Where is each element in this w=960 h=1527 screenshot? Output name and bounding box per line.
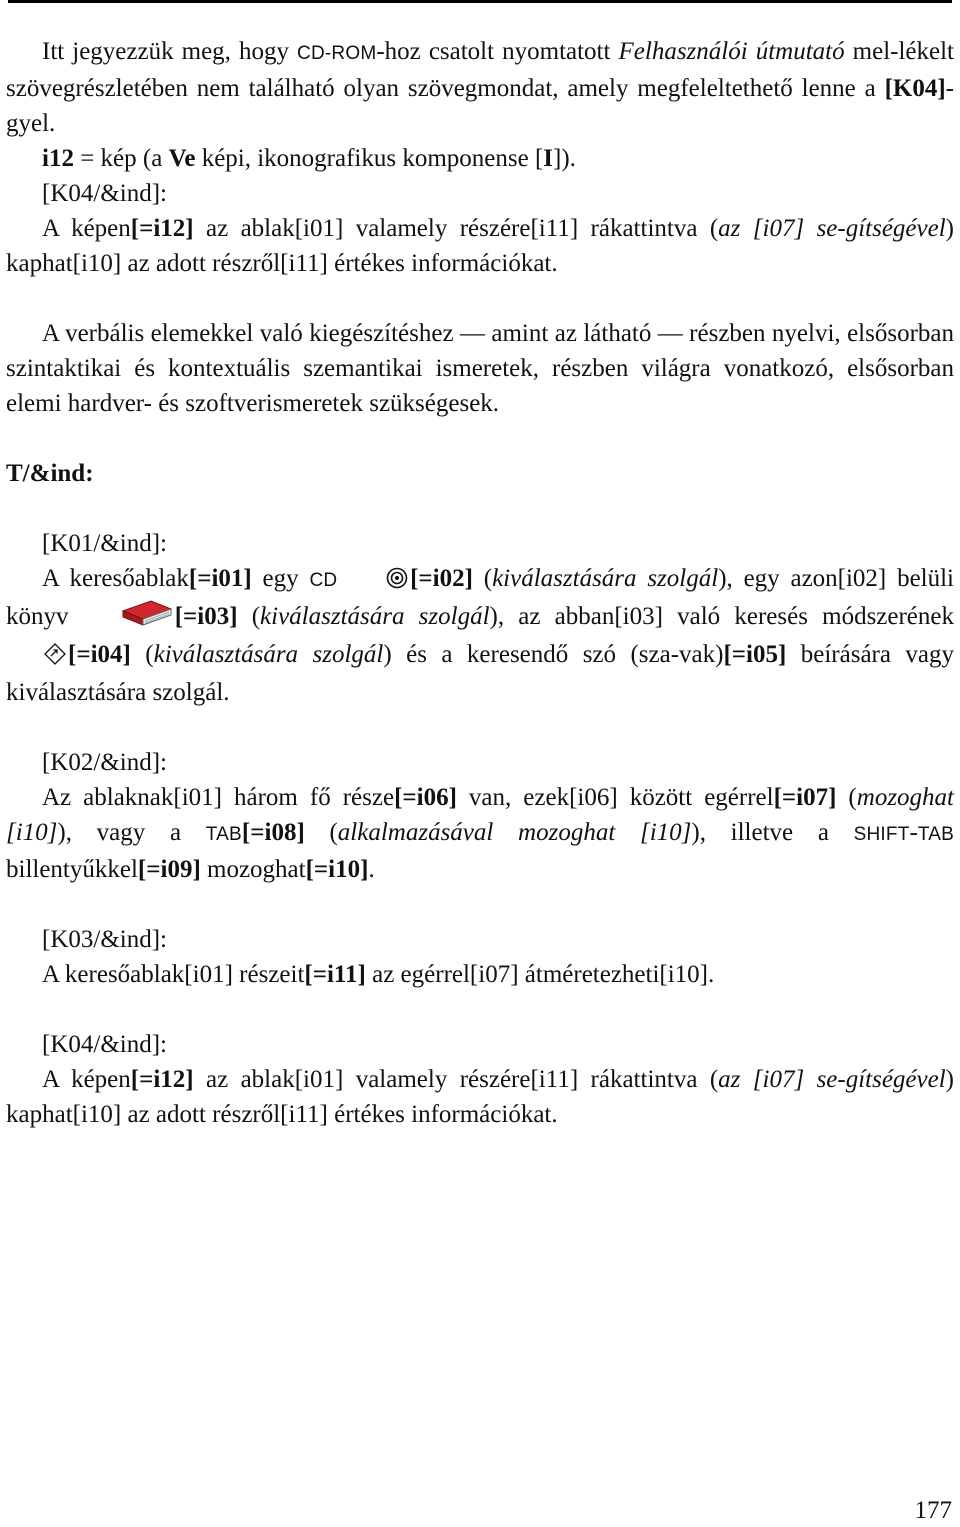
book-icon xyxy=(85,599,173,637)
diamond-arrow-icon xyxy=(8,640,66,675)
page-number: 177 xyxy=(914,1497,952,1524)
k01-tag: [K01/&ind]: xyxy=(42,530,167,557)
k03-tag: [K03/&ind]: xyxy=(42,926,167,953)
k02-text: Az ablaknak[i01] három fő része[=i06] van, ezek[i06] között egérrel[=i07] (mozoghat [i10]), vagy a TAB[=i08] (alkalmazásával mozoghat [i10]), illetve a SHIFT-TAB billentyűkkel[=i09] mozoghat[=i10]. xyxy=(6,784,954,883)
cd-disc-icon xyxy=(350,564,408,599)
verbal-paragraph: A verbális elemekkel való kiegészítéshez — amint az látható — részben nyelvi, elsősorban szintaktikai és kontextuális szemantikai ismeretek, részben világra vonatkozó, elsősorban elemi hardver- és szoftverismeretek szükségesek. xyxy=(6,320,954,417)
document-body xyxy=(6,34,954,1132)
top-rule xyxy=(8,0,952,3)
k04-tag-second: [K04/&ind]: xyxy=(42,1031,167,1058)
section-heading: T/&ind: xyxy=(6,460,94,487)
cd-rom-abbrev: CD-ROM xyxy=(297,43,377,64)
k04-text-second: A képen[=i12] az ablak[i01] valamely részére[i11] rákattintva (az [i07] se-gítségével) kaphat[i10] az adott részről[i11] értékes információkat. xyxy=(6,1066,954,1128)
i12-definition: i12 = kép (a Ve képi, ikonografikus komponense [I]). xyxy=(42,145,576,172)
k04-tag-first: [K04/&ind]: xyxy=(42,180,167,207)
k04-text-first: A képen[=i12] az ablak[i01] valamely részére[i11] rákattintva (az [i07] se-gítségével) kaphat[i10] az adott részről[i11] értékes információkat. xyxy=(6,215,954,277)
k02-tag: [K02/&ind]: xyxy=(42,749,167,776)
k01-text: A keresőablak[=i01] egy CD [=i02] (kiválasztására szolgál), egy azon[i02] belüli könyv [=i03] (kiválasztására szolgál), az abban[i03] való keresés módszerének [=i04] (kiválasztására szolgál) és a keresendő szó (sza-vak)[=i05] beírására vagy kiválasztására szolgál. xyxy=(6,565,955,706)
intro-paragraph: Itt jegyezzük meg, hogy CD-ROM-hoz csatolt nyomtatott Felhasználói útmutató mel-lékelt szövegrészletében nem található olyan szövegmondat, amely megfeleltethető lenne a [K04]-gyel. xyxy=(6,38,955,137)
k03-text: A keresőablak[i01] részeit[=i11] az egérrel[i07] átméretezheti[i10]. xyxy=(42,961,715,988)
